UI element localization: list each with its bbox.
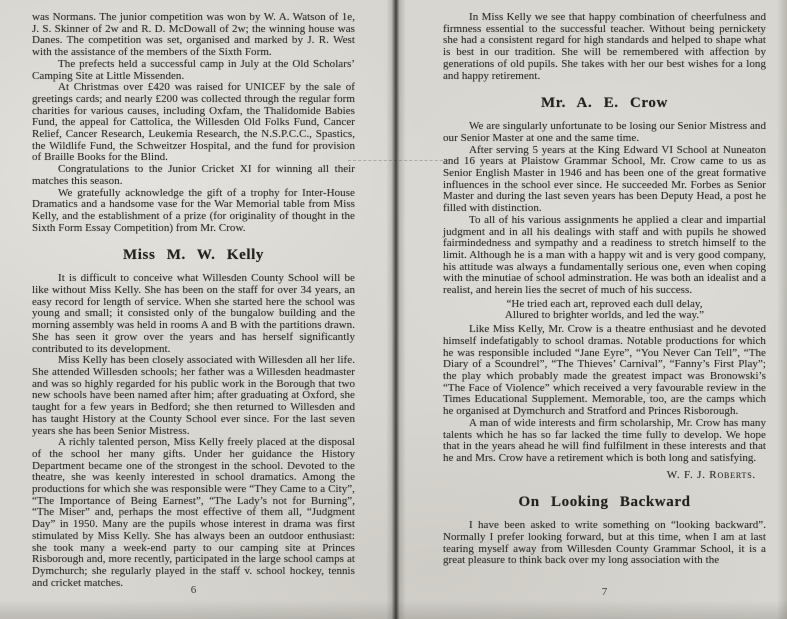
paragraph: To all of his various assignments he applied a clear and impartial judgment and in all his dealings with staff and with pupils he showed fairmindedness and sympathy and a readiness to stretch himself to the limit. Although he is a man with a happy wit and is very good company, his attitude was always a fundamentally serious one, even when coping with the minutiae of school adminstration. He was both an idealist and a realist, and herein lies the secret of much of his success.	[443, 213, 766, 297]
page-number-left: 6	[190, 584, 197, 596]
right-page-text-column	[443, 12, 766, 567]
paragraph: The prefects held a successful camp in July at the Old Scholars’ Camping Site at Little Missenden.	[32, 57, 355, 82]
section-heading-miss-kelly: Miss M. W. Kelly	[122, 247, 265, 264]
paragraph: We gratefully acknowledge the gift of a trophy for Inter-House Dramatics and a handsome vase for the War Memorial table from Miss Kelly, and the establishment of a prize (for originality of thought in the Sixth Form Essay Competition) from Mr. Crow.	[32, 186, 355, 234]
paragraph: We are singularly unfortunate to be losing our Senior Mistress and our Senior Master at one and the same time.	[443, 120, 766, 144]
paragraph: A richly talented person, Miss Kelly freely placed at the disposal of the school her many gifts. Under her guidance the History Department became one of the strongest in the school. Devoted to the theatre, she was keenly interested in school dramatics. Among the productions for which she was responsible were “They Came to a City”, “The Importance of Being Earnest”, “The Lady’s not for Burning”, “The Miser” and, perhaps the most effective of them all, “Judgment Day” in 1950. Many are the pupils whose interest in drama was first stimulated by Miss Kelly. She has always been an outdoor enthusiast: she took many a week-end party to our camping site at Princes Risborough and, more recently, participated in the large school camps at Dymchurch; she regularly played in the staff v. school hockey, tennis and cricket matches.	[32, 436, 355, 589]
paragraph: After serving 5 years at the King Edward VI School at Nuneaton and 16 years at Plaistow Grammar School, Mr. Crow came to us as Senior English Master in 1946 and has been one of the great formative influences in the school ever since. He succeeded Mr. Forbes as Senior Master and during the last seven years has been Deputy Head, a post he filled with distinction.	[443, 143, 766, 215]
paragraph: Like Miss Kelly, Mr. Crow is a theatre enthusiast and he devoted himself indefatigably to school dramas. Notable productions for which he was responsible included “Jane Eyre”, “You Never Can Tell”, “The Diary of a Scoundrel”, “The Thieves’ Carnival”, “Fanny’s First Play”; the play which probably made the greatest impact was Bronowski’s “The Face of Violence” which received a very favourable review in the Times Educational Supplement. Memorable, too, are the camps which he organised at Dymchurch and Stratford and Princes Risborough.	[443, 323, 766, 418]
section-heading-on-looking-backward: On Looking Backward	[518, 494, 691, 511]
paragraph: Miss Kelly has been closely associated with Willesden all her life. She attended Willesden schools; her father was a Willesden headmaster and was so highly regarded for his public work in the Borough that two new schools have been named after him; after graduating at Oxford, she taught for a few years in Bedford; she then returned to Willesden and has taught History at the County School ever since. For the last seven years she has been Senior Mistress.	[32, 354, 355, 437]
author-signature: W. F. J. Roberts.	[666, 468, 756, 481]
verse-quote-line: Allured to brighter worlds, and led the way.”	[504, 309, 705, 322]
paragraph: At Christmas over £420 was raised for UNICEF by the sale of greetings cards; and nearly £200 was collected through the regular form charities for various causes, including Oxfam, the Thalidomide Babies Fund, the appeal for Cattolica, the Willesden Old Folks Fund, Cancer Relief, Cancer Research, Leukemia Research, the N.S.P.C.C., Spastics, the Wildlife Fund, the Schweitzer Hospital, and the fund for provision of Braille Books for the Blind.	[32, 81, 355, 164]
page-number-right: 7	[601, 586, 608, 598]
paragraph: In Miss Kelly we see that happy combination of cheerfulness and firmness essential to the successful teacher. Without being pernickety she had a consistent regard for high standards and helped to shape what is best in our tradition. She will be remembered with affection by generations of old pupils. She takes with her our best wishes for a long and happy retirement.	[443, 11, 766, 82]
paragraph: It is difficult to conceive what Willesden County School will be like without Miss Kelly. She has been on the staff for over 34 years, an easy record for length of service. When she started here the school was young and small; it consisted only of the bungalow building and the morning assembly was held in rooms A and B with the partitions drawn. She has seen it grow over the years and has herself significantly contributed to its development.	[32, 272, 355, 355]
paragraph: A man of wide interests and firm scholarship, Mr. Crow has many talents which he has so far lacked the time fully to develop. We hope that in the years ahead he will find fulfilment in these interests and that he and Mrs. Crow have a retirement which is both long and satisfying.	[443, 416, 766, 464]
page-gutter-shadow	[386, 0, 406, 619]
verse-quote-line: “He tried each art, reproved each dull delay,	[506, 297, 703, 310]
section-heading-mr-crow: Mr. A. E. Crow	[541, 95, 668, 112]
scan-edge-shadow-right	[777, 0, 787, 619]
paragraph: Congratulations to the Junior Cricket XI for winning all their matches this season.	[32, 163, 355, 187]
paragraph: I have been asked to write something on “looking backward”. Normally I prefer looking forward, but at this time, when I am at last tearing myself away from Willesden County Grammar School, it is a great pleasure to think back over my long association with the	[443, 519, 766, 567]
paragraph: was Normans. The junior competition was won by W. A. Watson of 1e, J. S. Skinner of 2w and R. D. McDowall of 2w; the winning house was Danes. The competition was set, organised and marked by J. R. West with the assistance of the members of the Sixth Form.	[32, 11, 355, 59]
left-page-text-column	[32, 12, 355, 589]
